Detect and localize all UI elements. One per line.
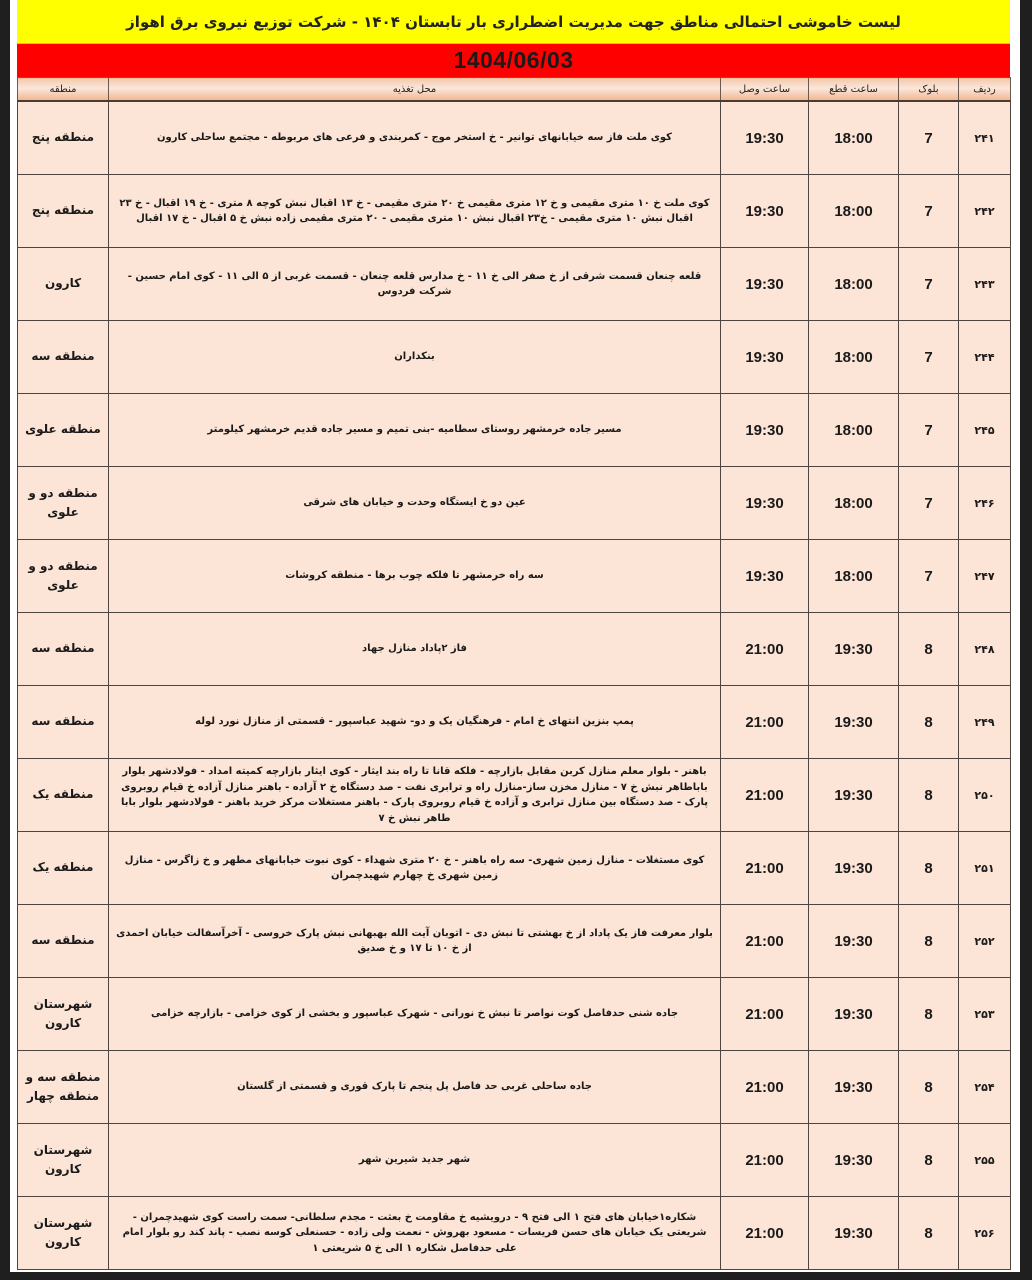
cut-time-cell: 19:30 — [809, 978, 899, 1051]
block-cell: 7 — [899, 248, 959, 321]
cut-time-cell: 19:30 — [809, 686, 899, 759]
connect-time-cell: 21:00 — [721, 686, 809, 759]
cut-time-cell: 18:00 — [809, 540, 899, 613]
location-cell: سه راه خرمشهر تا فلکه چوب برها - منطقه کروشات — [109, 540, 721, 613]
row-number-cell: ۲۴۲ — [959, 175, 1011, 248]
block-cell: 8 — [899, 1124, 959, 1197]
location-cell: کوی ملت فاز سه خیابانهای توانیر - خ استخر موج - کمربندی و فرعی های مربوطه - مجتمع ساحلی کارون — [109, 101, 721, 175]
row-number-cell: ۲۴۸ — [959, 613, 1011, 686]
table-header-row — [18, 78, 1011, 102]
region-cell: منطقه یک — [18, 759, 109, 832]
bottom-frame — [0, 1272, 1032, 1280]
location-cell: شکاره۱خیابان های فتح ۱ الی فتح ۹ - درویشیه خ مقاومت خ بعثت - مجدم سلطانی- سمت راست کوی شهیدچمران - شریعتی یک خیابان های حسن فریسات - مسعود بهروش - نعمت ولی زاده - حسنعلی کوسه نصب - پاند کند رو بلوار امام علی حدفاصل شکاره ۱ الی خ ۵ شریعتی ۱ — [109, 1197, 721, 1270]
connect-time-cell: 21:00 — [721, 978, 809, 1051]
row-number-cell: ۲۴۵ — [959, 394, 1011, 467]
document-date: 1404/06/03 — [17, 44, 1010, 77]
region-cell: منطقه علوی — [18, 394, 109, 467]
connect-time-cell: 19:30 — [721, 467, 809, 540]
header-connect-time: ساعت وصل — [721, 78, 809, 102]
block-cell: 8 — [899, 1197, 959, 1270]
region-cell: منطقه سه — [18, 686, 109, 759]
outage-sheet — [17, 0, 1010, 1270]
cut-time-cell: 19:30 — [809, 905, 899, 978]
region-cell: منطقه پنج — [18, 101, 109, 175]
table-row — [18, 905, 1011, 978]
region-cell: منطقه دو و علوی — [18, 540, 109, 613]
header-block: بلوک — [899, 78, 959, 102]
row-number-cell: ۲۴۱ — [959, 101, 1011, 175]
connect-time-cell: 19:30 — [721, 101, 809, 175]
header-region: منطقه — [18, 78, 109, 102]
cut-time-cell: 19:30 — [809, 1124, 899, 1197]
table-row — [18, 1051, 1011, 1124]
row-number-cell: ۲۴۳ — [959, 248, 1011, 321]
row-number-cell: ۲۴۴ — [959, 321, 1011, 394]
table-row — [18, 467, 1011, 540]
block-cell: 8 — [899, 686, 959, 759]
block-cell: 7 — [899, 321, 959, 394]
region-cell: شهرستان کارون — [18, 1124, 109, 1197]
block-cell: 7 — [899, 540, 959, 613]
row-number-cell: ۲۵۴ — [959, 1051, 1011, 1124]
connect-time-cell: 21:00 — [721, 905, 809, 978]
region-cell: منطقه سه — [18, 905, 109, 978]
row-number-cell: ۲۴۶ — [959, 467, 1011, 540]
table-row — [18, 1124, 1011, 1197]
table-row — [18, 321, 1011, 394]
cut-time-cell: 18:00 — [809, 175, 899, 248]
table-row — [18, 613, 1011, 686]
row-number-cell: ۲۴۹ — [959, 686, 1011, 759]
header-cut-time: ساعت قطع — [809, 78, 899, 102]
location-cell: بنکداران — [109, 321, 721, 394]
region-cell: منطقه دو و علوی — [18, 467, 109, 540]
row-number-cell: ۲۴۷ — [959, 540, 1011, 613]
connect-time-cell: 19:30 — [721, 540, 809, 613]
header-location: محل تغذیه — [109, 78, 721, 102]
block-cell: 8 — [899, 1051, 959, 1124]
region-cell: شهرستان کارون — [18, 1197, 109, 1270]
table-body — [18, 101, 1011, 1270]
document-title: لیست خاموشی احتمالی مناطق جهت مدیریت اضطراری بار تابستان ۱۴۰۴ - شرکت توزیع نیروی برق اهواز — [17, 0, 1010, 44]
cut-time-cell: 18:00 — [809, 101, 899, 175]
location-cell: فاز ۲پاداد منازل جهاد — [109, 613, 721, 686]
row-number-cell: ۲۵۳ — [959, 978, 1011, 1051]
table-row — [18, 101, 1011, 175]
location-cell: عین دو خ ایستگاه وحدت و خیابان های شرقی — [109, 467, 721, 540]
location-cell: شهر جدید شیرین شهر — [109, 1124, 721, 1197]
header-row-number: ردیف — [959, 78, 1011, 102]
table-row — [18, 832, 1011, 905]
block-cell: 8 — [899, 905, 959, 978]
block-cell: 7 — [899, 394, 959, 467]
row-number-cell: ۲۵۱ — [959, 832, 1011, 905]
block-cell: 8 — [899, 832, 959, 905]
table-row — [18, 175, 1011, 248]
table-row — [18, 394, 1011, 467]
connect-time-cell: 19:30 — [721, 394, 809, 467]
location-cell: پمپ بنزین انتهای خ امام - فرهنگیان یک و دو- شهید عباسپور - قسمتی از منازل نورد لوله — [109, 686, 721, 759]
row-number-cell: ۲۵۵ — [959, 1124, 1011, 1197]
region-cell: منطقه یک — [18, 832, 109, 905]
location-cell: قلعه چنعان قسمت شرقی از خ صفر الی خ ۱۱ - خ مدارس قلعه چنعان - قسمت غربی از ۵ الی ۱۱ - کوی امام حسین - شرکت فردوس — [109, 248, 721, 321]
document-page — [10, 0, 1020, 1280]
row-number-cell: ۲۵۰ — [959, 759, 1011, 832]
region-cell: منطقه سه — [18, 321, 109, 394]
location-cell: کوی مستغلات - منازل زمین شهری- سه راه باهنر - خ ۲۰ متری شهداء - کوی نبوت خیابانهای مطهر و خ زاگرس - منازل زمین شهری خ چهارم شهیدچمران — [109, 832, 721, 905]
block-cell: 7 — [899, 467, 959, 540]
region-cell: منطقه سه — [18, 613, 109, 686]
location-cell: مسیر جاده خرمشهر روستای سطامیه -بنی تمیم و مسیر جاده قدیم خرمشهر کیلومتر — [109, 394, 721, 467]
cut-time-cell: 19:30 — [809, 1197, 899, 1270]
location-cell: جاده ساحلی غربی حد فاصل پل پنجم تا پارک قوری و قسمتی از گلستان — [109, 1051, 721, 1124]
table-row — [18, 540, 1011, 613]
location-cell: جاده شنی حدفاصل کوت نواصر تا نبش خ نورانی - شهرک عباسپور و بخشی از کوی خزامی - بازارچه خزامی — [109, 978, 721, 1051]
cut-time-cell: 19:30 — [809, 759, 899, 832]
row-number-cell: ۲۵۶ — [959, 1197, 1011, 1270]
cut-time-cell: 18:00 — [809, 394, 899, 467]
connect-time-cell: 19:30 — [721, 321, 809, 394]
location-cell: باهنر - بلوار معلم منازل کربن مقابل بازارچه - فلکه قانا تا راه بند ایثار - کوی ایثار بازارچه کمیته امداد - فولادشهر بلوار باباطاهر نبش خ ۷ - منازل مخزن ساز-منازل راه و ترابری نفت - صد دستگاه خ ۲ آزاده - باهنر منازل آزاده خ قیام روبروی پارک - صد دستگاه بین منازل ترابری و آزاده خ قیام روبروی پارک - باهنر مستغلات مرکز خرید باهنر - فولادشهر بلوار بابا طاهر نبش خ ۷ — [109, 759, 721, 832]
row-number-cell: ۲۵۲ — [959, 905, 1011, 978]
block-cell: 7 — [899, 175, 959, 248]
table-row — [18, 978, 1011, 1051]
connect-time-cell: 21:00 — [721, 613, 809, 686]
location-cell: کوی ملت خ ۱۰ متری مقیمی و خ ۱۲ متری مقیمی خ ۲۰ متری مقیمی - خ ۱۳ اقبال نبش کوچه ۸ متری - خ ۱۹ اقبال - خ ۲۳ اقبال نبش ۱۰ متری مقیمی - خ۲۳ اقبال نبش ۱۰ متری مقیمی - ۲۰ متری مقیمی زاده نبش خ ۵ اقبال - خ ۱۷ اقبال — [109, 175, 721, 248]
block-cell: 8 — [899, 759, 959, 832]
connect-time-cell: 21:00 — [721, 832, 809, 905]
cut-time-cell: 18:00 — [809, 321, 899, 394]
cut-time-cell: 19:30 — [809, 1051, 899, 1124]
table-row — [18, 759, 1011, 832]
location-cell: بلوار معرفت فاز یک پاداد از خ بهشتی تا نبش دی - اتوبان آیت الله بهبهانی نبش پارک خروسی - آخرآسفالت خیابان احمدی از خ ۱۰ تا ۱۷ و خ صدیق — [109, 905, 721, 978]
connect-time-cell: 21:00 — [721, 1051, 809, 1124]
cut-time-cell: 19:30 — [809, 832, 899, 905]
block-cell: 8 — [899, 978, 959, 1051]
cut-time-cell: 19:30 — [809, 613, 899, 686]
block-cell: 8 — [899, 613, 959, 686]
table-row — [18, 248, 1011, 321]
region-cell: شهرستان کارون — [18, 978, 109, 1051]
connect-time-cell: 21:00 — [721, 759, 809, 832]
cut-time-cell: 18:00 — [809, 467, 899, 540]
region-cell: کارون — [18, 248, 109, 321]
block-cell: 7 — [899, 101, 959, 175]
table-row — [18, 1197, 1011, 1270]
cut-time-cell: 18:00 — [809, 248, 899, 321]
region-cell: منطقه پنج — [18, 175, 109, 248]
outage-table — [17, 77, 1011, 1270]
connect-time-cell: 19:30 — [721, 248, 809, 321]
table-row — [18, 686, 1011, 759]
connect-time-cell: 19:30 — [721, 175, 809, 248]
region-cell: منطقه سه و منطقه چهار — [18, 1051, 109, 1124]
connect-time-cell: 21:00 — [721, 1124, 809, 1197]
connect-time-cell: 21:00 — [721, 1197, 809, 1270]
